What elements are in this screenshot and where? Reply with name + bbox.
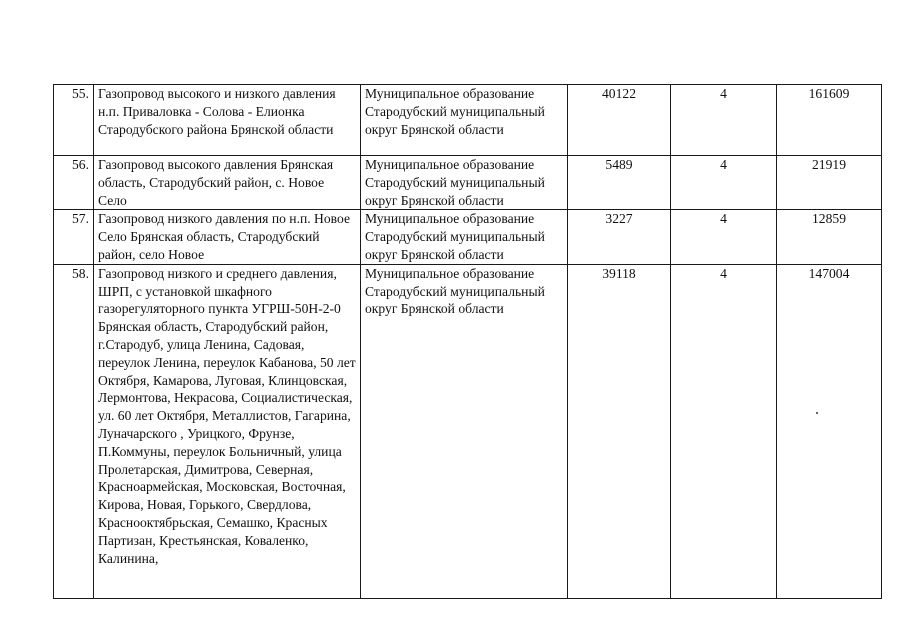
length-value: 5489	[568, 156, 671, 210]
object-name: Газопровод высокого давления Брянская область, Стародубский район, с. Новое Село	[94, 156, 361, 210]
scan-speck	[816, 412, 818, 414]
object-name: Газопровод высокого и низкого давления н.п. Приваловка - Солова - Елионка Стародубского района Брянской области	[94, 85, 361, 156]
table-row	[54, 85, 882, 156]
cost-value: 12859	[777, 210, 882, 264]
length-value: 39118	[568, 264, 671, 598]
table-row	[54, 156, 882, 210]
group-value: 4	[671, 264, 777, 598]
row-number: 55.	[54, 85, 94, 156]
object-name: Газопровод низкого давления по н.п. Новое Село Брянская область, Стародубский район, село Новое	[94, 210, 361, 264]
owner-name: Муниципальное образование Стародубский муниципальный округ Брянской области	[361, 210, 568, 264]
owner-name: Муниципальное образование Стародубский муниципальный округ Брянской области	[361, 156, 568, 210]
group-value: 4	[671, 210, 777, 264]
cost-value: 161609	[777, 85, 882, 156]
object-name: Газопровод низкого и среднего давления, ШРП, с установкой шкафного газорегуляторного пункта УГРШ-50Н-2-0 Брянская область, Стародубский район, г.Стародуб, улица Ленина, Садовая, переулок Ленина, переулок Кабанова, 50 лет Октября, Камарова, Луговая, Клинцовская, Лермонтова, Некрасова, Социалистическая, ул. 60 лет Октября, Металлистов, Гагарина, Луначарского , Урицкого, Фрунзе, П.Коммуны, переулок Больничный, улица Пролетарская, Димитрова, Северная, Красноармейская, Московская, Восточная, Кирова, Новая, Горького, Свердлова, Краснооктябрьская, Семашко, Красных Партизан, Крестьянская, Коваленко, Калинина,	[94, 264, 361, 598]
table-row	[54, 264, 882, 598]
group-value: 4	[671, 85, 777, 156]
table-row	[54, 210, 882, 264]
cost-value: 21919	[777, 156, 882, 210]
owner-name: Муниципальное образование Стародубский муниципальный округ Брянской области	[361, 264, 568, 598]
length-value: 40122	[568, 85, 671, 156]
owner-name: Муниципальное образование Стародубский муниципальный округ Брянской области	[361, 85, 568, 156]
row-number: 58.	[54, 264, 94, 598]
property-registry-table	[53, 84, 882, 599]
group-value: 4	[671, 156, 777, 210]
cost-value: 147004	[777, 264, 882, 598]
length-value: 3227	[568, 210, 671, 264]
row-number: 57.	[54, 210, 94, 264]
row-number: 56.	[54, 156, 94, 210]
